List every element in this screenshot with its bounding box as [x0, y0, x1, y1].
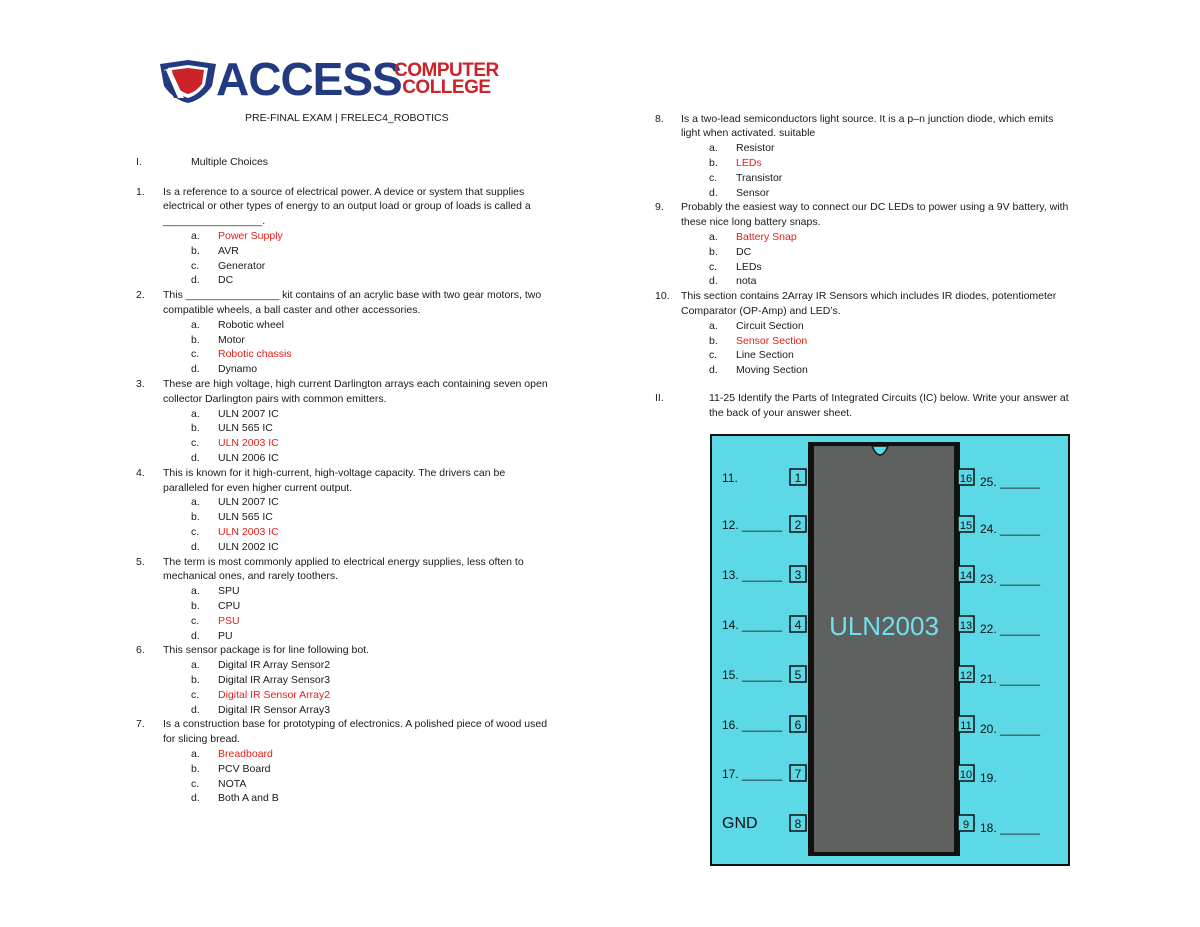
- right-pin-number: 9: [962, 819, 970, 831]
- question-text-line: The term is most commonly applied to electrical energy supplies, less often to: [163, 555, 524, 568]
- logo-college-text: COLLEGE: [402, 77, 491, 98]
- choice-text: ULN 2002 IC: [218, 540, 279, 553]
- choice-letter: b.: [191, 244, 200, 257]
- choice-text: ULN 565 IC: [218, 422, 273, 435]
- choice-text: AVR: [218, 244, 239, 257]
- choice-text: Circuit Section: [736, 319, 804, 332]
- question-number: 9.: [655, 201, 664, 214]
- question-text-line: Comparator (OP-Amp) and LED’s.: [681, 304, 841, 317]
- section-2-line-1: 11-25 Identify the Parts of Integrated Circuits (IC) below. Write your answer at: [709, 392, 1069, 404]
- choice-text-correct: PSU: [218, 614, 240, 627]
- right-pin-label: 20. ______: [980, 722, 1041, 736]
- question-text-line: This ________________ kit contains of an acrylic base with two gear motors, two: [163, 289, 542, 302]
- right-pin-number: 13: [959, 620, 973, 632]
- right-pin-label: 25. ______: [980, 475, 1041, 489]
- logo-computer-text: COMPUTER: [394, 60, 499, 81]
- left-pin-label: 14. ______: [722, 618, 783, 632]
- ic-label: ULN2003: [829, 611, 939, 641]
- section-1-title: Multiple Choices: [191, 156, 269, 168]
- choice-text: Digital IR Array Sensor3: [218, 673, 331, 686]
- left-pin-number: 6: [794, 718, 802, 732]
- choice-letter: d.: [191, 540, 200, 553]
- left-pin-label: 13. ______: [722, 568, 783, 582]
- choice-letter: b.: [709, 245, 718, 258]
- right-pin-label: 24. ______: [980, 522, 1041, 536]
- left-pin-label: 17. ______: [722, 767, 783, 781]
- question-text-line: This section contains 2Array IR Sensors which includes IR diodes, potentiometer: [681, 290, 1057, 303]
- choice-letter: d.: [191, 363, 200, 376]
- choice-text: ULN 2007 IC: [218, 407, 279, 420]
- choice-letter: a.: [191, 659, 200, 672]
- question-number: 10.: [655, 290, 670, 303]
- choice-text: DC: [736, 245, 752, 258]
- choice-text: ULN 2007 IC: [218, 496, 279, 509]
- choice-letter: d.: [191, 703, 200, 716]
- choice-text-correct: Digital IR Sensor Array2: [218, 688, 331, 701]
- left-pin-label: 11.: [722, 471, 738, 485]
- choice-letter: d.: [191, 629, 200, 642]
- choice-letter: b.: [191, 422, 200, 435]
- left-pin-number: 3: [794, 568, 802, 582]
- choice-text-correct: Robotic chassis: [218, 348, 292, 361]
- right-pin-label: 21. ______: [980, 672, 1041, 686]
- choice-text-correct: Breadboard: [218, 747, 273, 760]
- left-pin-number: 4: [794, 618, 802, 632]
- choice-text: PCV Board: [218, 762, 271, 775]
- question-text-line: Is a two-lead semiconductors light source. It is a p–n junction diode, which emits: [681, 112, 1054, 125]
- choice-letter: b.: [191, 599, 200, 612]
- choice-text: Line Section: [736, 349, 794, 362]
- question-text-line: compatible wheels, a ball caster and other accessories.: [163, 303, 421, 316]
- question-text-line: These are high voltage, high current Darlington arrays each containing seven open: [163, 377, 548, 390]
- choice-letter: b.: [709, 334, 718, 347]
- question-text-line: these nice long battery snaps.: [681, 216, 821, 229]
- question-text-line: Is a reference to a source of electrical power. A device or system that supplies: [163, 185, 525, 198]
- choice-letter: b.: [191, 511, 200, 524]
- choice-text: SPU: [218, 585, 240, 598]
- choice-text: Resistor: [736, 142, 775, 155]
- choice-text-correct: Battery Snap: [736, 230, 797, 243]
- right-pin-number: 12: [959, 670, 973, 682]
- question-text-line: mechanical ones, and rarely toothers.: [163, 570, 339, 583]
- question-number: 5.: [136, 555, 145, 568]
- section-2-line-2: the back of your answer sheet.: [709, 407, 852, 419]
- question-text-line: light when activated. suitable: [681, 127, 816, 140]
- logo-subtitle: [394, 62, 499, 96]
- choice-letter: c.: [191, 688, 200, 701]
- right-pin-number: 11: [960, 720, 972, 732]
- choice-letter: c.: [191, 348, 200, 361]
- choice-text: Digital IR Array Sensor2: [218, 659, 331, 672]
- left-pin-number: 1: [794, 471, 802, 485]
- right-pin-number: 16: [959, 473, 973, 485]
- question-text-line: Is a construction base for prototyping of electronics. A polished piece of wood used: [163, 718, 548, 731]
- choice-text: nota: [736, 275, 757, 288]
- choice-text: Motor: [218, 333, 245, 346]
- question-text-line: _________________.: [163, 215, 266, 228]
- left-pin-number: 8: [794, 817, 802, 831]
- left-pin-label: 16. ______: [722, 718, 783, 732]
- question-number: 8.: [655, 112, 664, 125]
- question-number: 3.: [136, 377, 145, 390]
- choice-text: CPU: [218, 599, 241, 612]
- question-number: 4.: [136, 466, 145, 479]
- left-pin-number: 5: [794, 668, 802, 682]
- right-pin-number: 10: [959, 769, 973, 781]
- choice-letter: c.: [709, 260, 718, 273]
- choice-letter: d.: [191, 792, 200, 805]
- choice-letter: a.: [709, 319, 718, 332]
- left-pin-label: 15. ______: [722, 668, 783, 682]
- question-number: 2.: [136, 289, 145, 302]
- choice-letter: b.: [709, 156, 718, 169]
- choice-letter: a.: [709, 142, 718, 155]
- question-number: 6.: [136, 644, 145, 657]
- question-text-line: This is known for it high-current, high-voltage capacity. The drivers can be: [163, 466, 506, 479]
- right-pin-label: 19.: [980, 771, 997, 785]
- choice-letter: a.: [191, 585, 200, 598]
- choice-text: ULN 565 IC: [218, 511, 273, 524]
- choice-letter: a.: [191, 747, 200, 760]
- ic-diagram: [710, 434, 1070, 866]
- choice-text-correct: Power Supply: [218, 229, 283, 242]
- logo-access-text: ACCESS: [216, 53, 402, 105]
- section-1-roman: I.: [136, 156, 142, 168]
- choice-letter: b.: [191, 333, 200, 346]
- choice-letter: c.: [191, 525, 200, 538]
- choice-letter: a.: [191, 229, 200, 242]
- choice-text-correct: LEDs: [736, 156, 762, 169]
- choice-letter: d.: [709, 364, 718, 377]
- choice-text: PU: [218, 629, 233, 642]
- left-pin-label: GND: [722, 815, 758, 832]
- choice-letter: c.: [191, 259, 200, 272]
- question-text-line: This sensor package is for line following bot.: [163, 644, 370, 657]
- right-pin-label: 18. ______: [980, 821, 1041, 835]
- choice-letter: c.: [191, 437, 200, 450]
- choice-text-correct: Sensor Section: [736, 334, 808, 347]
- choice-letter: a.: [709, 230, 718, 243]
- question-number: 7.: [136, 718, 145, 731]
- choice-letter: a.: [191, 318, 200, 331]
- college-logo: [158, 53, 510, 105]
- right-pin-label: 23. ______: [980, 572, 1041, 586]
- ic-body: [814, 446, 954, 852]
- choice-text: DC: [218, 274, 234, 287]
- choice-text: Sensor: [736, 186, 770, 199]
- question-text-line: for slicing bread.: [163, 733, 241, 746]
- shield-logo-icon: [158, 58, 218, 104]
- choice-text: ULN 2006 IC: [218, 451, 279, 464]
- choice-text-correct: ULN 2003 IC: [218, 437, 279, 450]
- choice-letter: c.: [709, 171, 718, 184]
- left-pin-label: 12. ______: [722, 518, 783, 532]
- right-pin-number: 15: [959, 520, 973, 532]
- question-text-line: paralleled for even higher current output.: [163, 481, 353, 494]
- choice-letter: d.: [191, 451, 200, 464]
- choice-text: Generator: [218, 259, 266, 272]
- question-text-line: electrical or other types of energy to an output load or group of loads is called a: [163, 200, 531, 213]
- question-text-line: collector Darlington pairs with common emitters.: [163, 392, 387, 405]
- choice-letter: c.: [709, 349, 718, 362]
- choice-text: LEDs: [736, 260, 762, 273]
- question-number: 1.: [136, 185, 145, 198]
- choice-text: Both A and B: [218, 792, 279, 805]
- left-pin-number: 2: [794, 518, 802, 532]
- right-pin-number: 14: [959, 570, 973, 582]
- choice-text-correct: ULN 2003 IC: [218, 525, 279, 538]
- choice-letter: d.: [709, 275, 718, 288]
- choice-text: Moving Section: [736, 364, 808, 377]
- choice-letter: d.: [191, 274, 200, 287]
- choice-text: Digital IR Sensor Array3: [218, 703, 331, 716]
- choice-letter: a.: [191, 407, 200, 420]
- left-pin-number: 7: [794, 767, 802, 781]
- right-pin-label: 22. ______: [980, 622, 1041, 636]
- choice-text: Transistor: [736, 171, 783, 184]
- choice-letter: c.: [191, 614, 200, 627]
- choice-letter: b.: [191, 762, 200, 775]
- question-text-line: Probably the easiest way to connect our DC LEDs to power using a 9V battery, with: [681, 201, 1069, 214]
- choice-text: Dynamo: [218, 363, 258, 376]
- choice-letter: b.: [191, 673, 200, 686]
- section-2-roman: II.: [655, 392, 664, 404]
- choice-letter: c.: [191, 777, 200, 790]
- choice-letter: d.: [709, 186, 718, 199]
- choice-letter: a.: [191, 496, 200, 509]
- choice-text: Robotic wheel: [218, 318, 284, 331]
- choice-text: NOTA: [218, 777, 247, 790]
- exam-title: PRE-FINAL EXAM | FRELEC4_ROBOTICS: [245, 112, 449, 124]
